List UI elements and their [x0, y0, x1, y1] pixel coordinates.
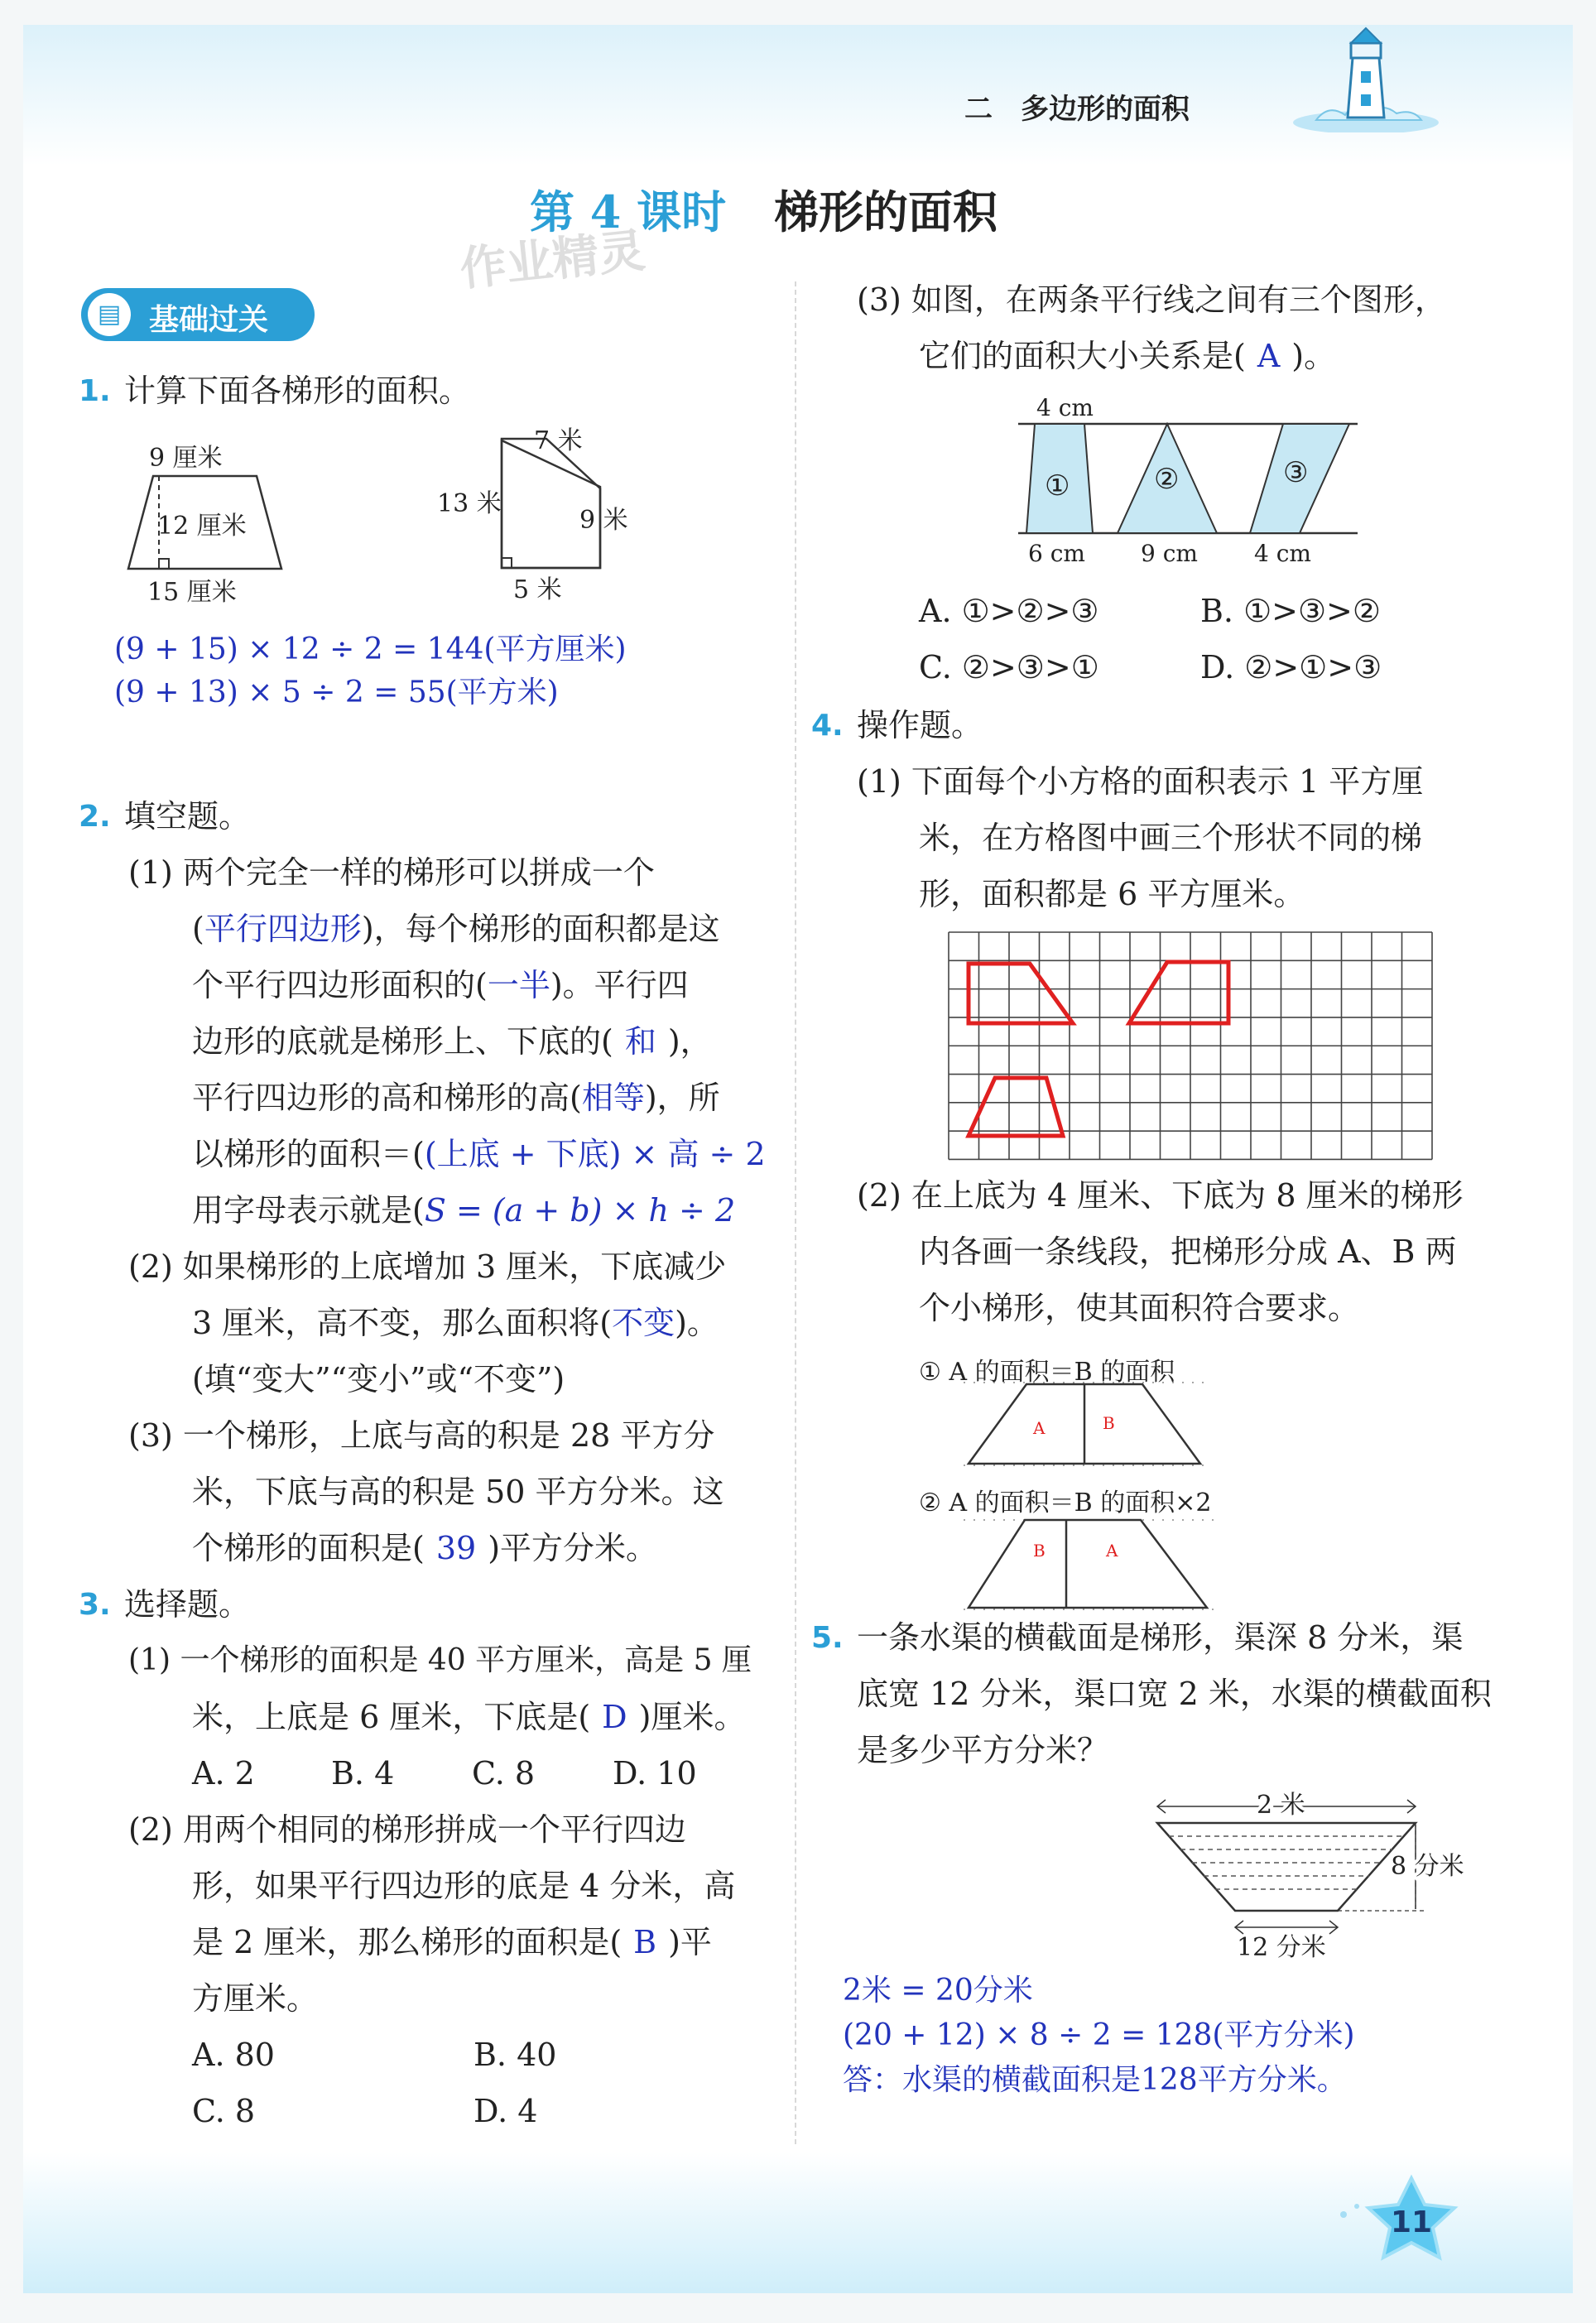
q5-answer-2: (20 + 12) × 8 ÷ 2 = 128(平方分米) [843, 2018, 1355, 2052]
q2-blank-2: 一半 [487, 967, 550, 1003]
q2-blank-1: 平行四边形 [204, 911, 362, 947]
q2-blank-3: 和 [624, 1023, 656, 1060]
q5-answer-3: 答：水渠的横截面积是128平方分米。 [843, 2063, 1347, 2097]
q1-answer-1: (9 + 15) × 12 ÷ 2 = 144(平方厘米) [114, 632, 627, 666]
q1-figure-2 [430, 422, 646, 608]
q3-p2-blank: B [633, 1924, 657, 1960]
q5-canal-figure [1142, 1788, 1482, 1962]
q4-p2-condition-2: ② A 的面积＝B 的面积×2 [919, 1489, 1212, 1517]
q3-p2-opt-a: A. 80 [192, 2037, 275, 2073]
text: 个平行四边形面积的( [192, 967, 488, 1003]
q2-blank-4: 相等 [581, 1080, 645, 1116]
shape-1-label: ① [1045, 469, 1070, 503]
canal-bottom-label: 12 分米 [1237, 1933, 1326, 1962]
fig3-top-label: 4 cm [1036, 394, 1094, 421]
fig2-top-label: 7 米 [534, 426, 583, 455]
text: )， [667, 1023, 712, 1060]
fig3-b2-label: 9 cm [1141, 540, 1198, 567]
text: )。 [1291, 338, 1336, 374]
q2-number: 2. [79, 800, 111, 834]
q5-line1: 一条水渠的横截面是梯形，渠深 8 分米，渠 [857, 1619, 1464, 1656]
text: )。平行四 [550, 967, 689, 1003]
text: )平 [668, 1924, 712, 1960]
q3-p1-opt-b: B. 4 [331, 1755, 395, 1792]
paren: ( [192, 911, 204, 947]
q1-figure-1 [116, 435, 315, 608]
q4-grid [947, 931, 1437, 1162]
q2-blank-5: (上底 + 下底) × 高 ÷ 2 [424, 1136, 766, 1172]
page-number: 11 [1391, 2205, 1433, 2239]
column-divider [795, 281, 796, 2144]
q3-p3-blank: A [1257, 338, 1281, 374]
text: )，每个梯形的面积都是这 [361, 911, 720, 947]
drawn-trapezoid-3 [969, 1078, 1063, 1136]
text: 平行四边形的高和梯形的高( [192, 1080, 582, 1116]
q2-p2-blank: 不变 [612, 1305, 675, 1341]
canal-top-label: 2 米 [1257, 1791, 1305, 1820]
q2-p1-line6 [192, 1136, 766, 1174]
q3-p1-opt-c: C. 8 [472, 1755, 536, 1792]
text: )，所 [644, 1080, 720, 1116]
section-badge [81, 288, 315, 341]
text: 边形的底就是梯形上、下底的( [192, 1023, 613, 1060]
q3-p1-line2 [192, 1699, 745, 1737]
q1-answer-2: (9 + 13) × 5 ÷ 2 = 55(平方米) [114, 676, 559, 709]
q5-answer-1: 2米 = 20分米 [843, 1974, 1033, 2008]
q1-text: 计算下面各梯形的面积。 [124, 373, 471, 409]
q2-p2-line2 [192, 1305, 719, 1343]
q2-p1-line4 [192, 1023, 712, 1061]
text: )平方分米。 [488, 1530, 658, 1566]
drawn-trapezoid-2 [1127, 964, 1228, 1023]
q3-p3-figure [1018, 391, 1366, 573]
q2-p3-line1: (3) 一个梯形，上底与高的积是 28 平方分 [128, 1417, 715, 1454]
q3-p1-opt-a: A. 2 [192, 1755, 255, 1792]
q4-p2-line3: 个小梯形，使其面积符合要求。 [919, 1290, 1360, 1326]
fig-a2-label: A [1106, 1541, 1118, 1561]
shape-3-label: ③ [1283, 456, 1309, 489]
q3-p2-line2: 形，如果平行四边形的底是 4 分米，高 [192, 1868, 736, 1904]
drawn-trapezoid-2-outline [1129, 962, 1228, 1023]
q1-number: 1. [79, 374, 111, 408]
fig-b2-label: B [1033, 1541, 1046, 1561]
fig2-bottom-label: 5 米 [513, 575, 562, 604]
q3-p1-blank: D [602, 1699, 627, 1735]
q3-p3-line1: (3) 如图，在两条平行线之间有三个图形， [857, 281, 1446, 318]
q2-p1-line7 [192, 1192, 735, 1230]
q5-line3: 是多少平方分米？ [857, 1732, 1109, 1768]
text: )。 [675, 1305, 719, 1341]
canal-depth-label: 8 分米 [1391, 1852, 1464, 1881]
q2-p1-line2 [192, 911, 720, 949]
q4-p2-condition-1: ① A 的面积＝B 的面积 [919, 1358, 1175, 1387]
q3-p3-line2 [919, 338, 1335, 376]
q4-number: 4. [811, 709, 844, 743]
shape-2-label: ② [1154, 463, 1180, 496]
section-badge-label: 基础过关 [149, 303, 269, 337]
fig-a-label: A [1033, 1418, 1046, 1438]
q3-number: 3. [79, 1588, 111, 1622]
q2-p3-line2: 米，下底与高的积是 50 平方分米。这 [192, 1474, 724, 1510]
watermark: 作业精灵 [457, 224, 648, 297]
q4-p2-line1: (2) 在上底为 4 厘米、下底为 8 厘米的梯形 [857, 1177, 1464, 1214]
q3-p3-opt-c: C. ②>③>① [919, 649, 1099, 685]
q4-p2-figure-1 [960, 1379, 1209, 1470]
q4-p2-line2: 内各画一条线段，把梯形分成 A、B 两 [919, 1234, 1457, 1270]
fig3-b3-label: 4 cm [1254, 540, 1311, 567]
text: 以梯形的面积＝( [192, 1136, 425, 1172]
q3-p2-opt-d: D. 4 [474, 2093, 538, 2129]
q5-number: 5. [811, 1621, 844, 1655]
text: )厘米。 [638, 1699, 746, 1735]
q3-p1-opt-d: D. 10 [613, 1755, 697, 1792]
fig1-bottom-label: 15 厘米 [147, 578, 237, 607]
q3-p3-opt-d: D. ②>①>③ [1200, 649, 1382, 685]
q4-p1-line2: 米，在方格图中画三个形状不同的梯 [919, 820, 1423, 856]
fig3-b1-label: 6 cm [1028, 540, 1085, 567]
q2-p3-line3 [192, 1530, 657, 1568]
q3-p2-line4: 方厘米。 [192, 1980, 319, 2017]
book-icon: ▤ [88, 293, 131, 336]
q3-p3-opt-b: B. ①>③>② [1200, 593, 1381, 629]
q2-p2-line3: (填“变大”“变小”或“不变”) [192, 1361, 565, 1397]
q4-p1-line3: 形，面积都是 6 平方厘米。 [919, 876, 1305, 912]
q4-p1-line1: (1) 下面每个小方格的面积表示 1 平方厘 [857, 763, 1424, 800]
q4-text: 操作题。 [857, 707, 983, 743]
text: 3 厘米，高不变，那么面积将( [192, 1305, 613, 1341]
q5-line2: 底宽 12 分米，渠口宽 2 米，水渠的横截面积 [857, 1676, 1492, 1712]
q3-p2-opt-c: C. 8 [192, 2093, 256, 2129]
fig-b-label: B [1103, 1413, 1115, 1433]
text: 米，上底是 6 厘米，下底是( [192, 1699, 591, 1735]
text: 个梯形的面积是( [192, 1530, 425, 1566]
q2-p3-blank: 39 [435, 1530, 477, 1566]
chapter-header: 二 多边形的面积 [964, 93, 1190, 126]
text: 它们的面积大小关系是( [919, 338, 1246, 374]
q2-blank-6: S = (a + b) × h ÷ 2 [424, 1192, 736, 1229]
drawn-trapezoid-1 [969, 964, 1073, 1023]
q3-p2-line3 [192, 1924, 712, 1962]
lighthouse-icon [1291, 25, 1440, 132]
q2-p1-line5 [192, 1080, 720, 1118]
q3-text: 选择题。 [124, 1586, 251, 1623]
lesson-number: 第 4 课时 [530, 185, 727, 238]
fig2-right-label: 9 米 [579, 506, 628, 535]
q3-p3-opt-a: A. ①>②>③ [919, 593, 1099, 629]
fig1-height-label: 12 厘米 [157, 512, 247, 541]
fig1-top-label: 9 厘米 [149, 444, 223, 473]
q2-p2-line1: (2) 如果梯形的上底增加 3 厘米，下底减少 [128, 1248, 727, 1285]
lesson-title: 梯形的面积 [774, 185, 997, 238]
q2-p1-line1: (1) 两个完全一样的梯形可以拼成一个 [128, 854, 655, 891]
q2-text: 填空题。 [124, 798, 251, 834]
q3-p2-line1: (2) 用两个相同的梯形拼成一个平行四边 [128, 1811, 686, 1848]
q4-p2-figure-2 [960, 1513, 1217, 1613]
q3-p2-opt-b: B. 40 [474, 2037, 557, 2073]
fig2-left-label: 13 米 [437, 489, 502, 518]
q3-p1-line1: (1) 一个梯形的面积是 40 平方厘米，高是 5 厘 [128, 1643, 752, 1677]
q2-p1-line3 [192, 967, 689, 1005]
text: 用字母表示就是( [192, 1192, 425, 1229]
text: 是 2 厘米，那么梯形的面积是( [192, 1924, 623, 1960]
